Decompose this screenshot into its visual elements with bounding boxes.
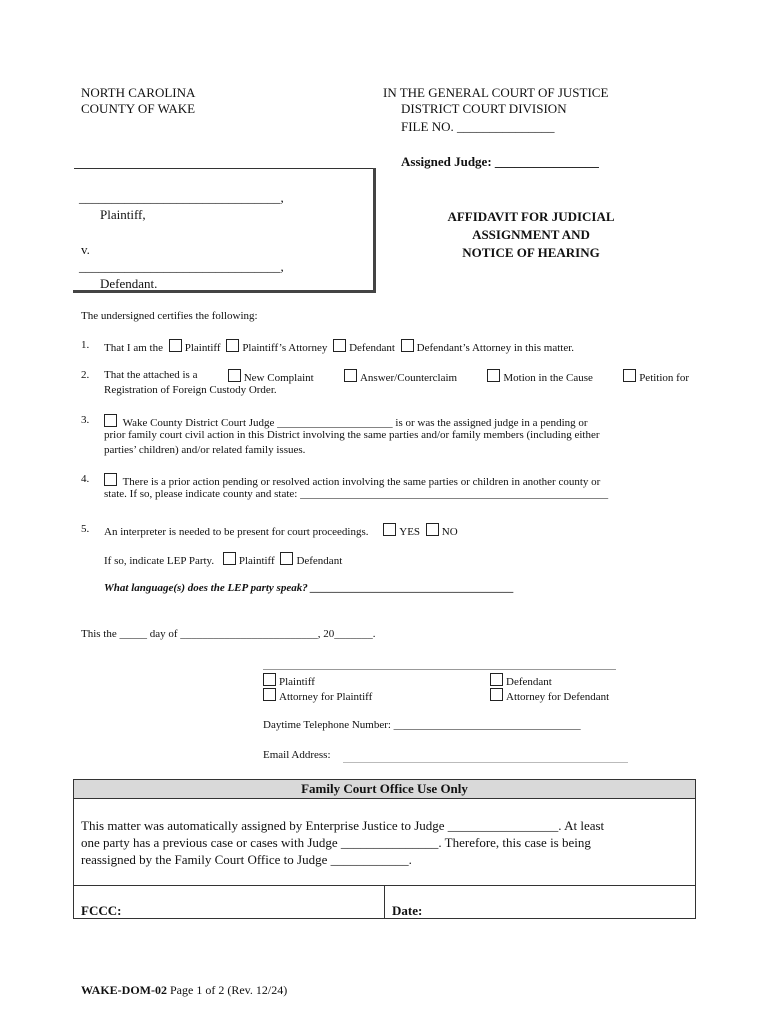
- file-number-field[interactable]: FILE NO. _______________: [401, 119, 555, 134]
- sig-attorney-plaintiff-checkbox[interactable]: [263, 688, 276, 701]
- email-label: Email Address:: [263, 749, 331, 761]
- item-2-line2: Registration of Foreign Custody Order.: [104, 384, 277, 396]
- plaintiff-checkbox[interactable]: [169, 339, 182, 352]
- answer-counterclaim-checkbox[interactable]: [344, 369, 357, 382]
- state-name: NORTH CAROLINA: [81, 85, 196, 100]
- item-2-row: [104, 369, 689, 384]
- defendant-checkbox[interactable]: [333, 339, 346, 352]
- item-1-lead: That I am the: [104, 342, 163, 354]
- item-4-line1: [104, 473, 600, 488]
- item-2-lead: That the attached is a: [104, 369, 198, 381]
- item-3-line2: prior family court civil action in this District involving the same parties and/or family members (including either: [104, 429, 600, 441]
- item-2-number: 2.: [81, 369, 90, 381]
- sig-attorney-defendant-checkbox[interactable]: [490, 688, 503, 701]
- assigned-judge-field[interactable]: Assigned Judge: ________________: [401, 154, 599, 169]
- no-option: NO: [441, 526, 458, 538]
- plaintiff-label: Plaintiff,: [100, 207, 146, 222]
- form-title-line1: AFFIDAVIT FOR JUDICIAL: [447, 209, 615, 224]
- item-4-line1-text: There is a prior action pending or resolved action involving the same parties or children in another county or: [122, 476, 601, 488]
- defendant-option: Defendant: [349, 342, 395, 354]
- sig-defendant-checkbox[interactable]: [490, 673, 503, 686]
- plaintiff-name-field[interactable]: _______________________________,: [79, 190, 284, 205]
- item-1-row: [104, 339, 574, 354]
- lep-party-row: [104, 552, 342, 567]
- defendants-attorney-checkbox[interactable]: [401, 339, 414, 352]
- email-field[interactable]: [343, 762, 628, 763]
- defendants-attorney-option: Defendant’s Attorney in this matter.: [416, 342, 575, 354]
- item-4-number: 4.: [81, 473, 90, 485]
- lep-party-label: If so, indicate LEP Party.: [104, 555, 215, 567]
- interpreter-question: An interpreter is needed to be present for court proceedings.: [104, 526, 369, 538]
- office-column-divider: [384, 885, 385, 918]
- item-3-line1-text: Wake County District Court Judge _____________________ is or was the assigned judge in a pending or: [122, 417, 588, 429]
- defendant-name-field[interactable]: _______________________________,: [79, 259, 284, 274]
- sig-plaintiff-row: [263, 673, 315, 688]
- signature-line[interactable]: [263, 669, 616, 670]
- defendant-label: Defendant.: [100, 276, 158, 291]
- petition-option: Petition for: [639, 372, 689, 384]
- item-5-row: [104, 523, 458, 538]
- county-name: COUNTY OF WAKE: [81, 101, 196, 116]
- court-name: IN THE GENERAL COURT OF JUSTICE: [383, 85, 609, 100]
- item-3-number: 3.: [81, 414, 90, 426]
- lep-plaintiff-checkbox[interactable]: [223, 552, 236, 565]
- item-5-number: 5.: [81, 523, 90, 535]
- intro-text: The undersigned certifies the following:: [81, 310, 258, 322]
- office-use-heading: Family Court Office Use Only: [74, 780, 695, 799]
- county-state-field[interactable]: state. If so, please indicate county and state: ________________________________________________________: [104, 488, 609, 500]
- sig-plaintiff-checkbox[interactable]: [263, 673, 276, 686]
- date-line[interactable]: This the _____ day of _________________________, 20_______.: [81, 628, 376, 640]
- sig-attorney-defendant-row: [490, 688, 609, 703]
- plaintiffs-attorney-option: Plaintiff’s Attorney: [242, 342, 328, 354]
- item-3-line3: parties’ children) and/or related family issues.: [104, 444, 306, 456]
- motion-in-cause-checkbox[interactable]: [487, 369, 500, 382]
- new-complaint-checkbox[interactable]: [228, 369, 241, 382]
- office-line1: This matter was automatically assigned by Enterprise Justice to Judge _________________. At least: [81, 818, 605, 833]
- interpreter-no-checkbox[interactable]: [426, 523, 439, 536]
- fccc-field[interactable]: FCCC:: [81, 903, 122, 918]
- sig-plaintiff-option: Plaintiff: [279, 676, 315, 688]
- yes-option: YES: [399, 526, 421, 538]
- interpreter-yes-checkbox[interactable]: [383, 523, 396, 536]
- item-1-number: 1.: [81, 339, 90, 351]
- assigned-judge-checkbox[interactable]: [104, 414, 117, 427]
- court-division: DISTRICT COURT DIVISION: [401, 101, 567, 116]
- office-line2: one party has a previous case or cases with Judge _______________. Therefore, this case is being: [81, 835, 591, 850]
- office-line3: reassigned by the Family Court Office to Judge ____________.: [81, 852, 412, 867]
- prior-action-checkbox[interactable]: [104, 473, 117, 486]
- lep-plaintiff-option: Plaintiff: [238, 555, 275, 567]
- form-id: WAKE-DOM-02: [81, 983, 167, 997]
- plaintiffs-attorney-checkbox[interactable]: [226, 339, 239, 352]
- plaintiff-option: Plaintiff: [184, 342, 221, 354]
- form-footer: [81, 983, 287, 998]
- new-complaint-option: New Complaint: [243, 372, 314, 384]
- language-field[interactable]: What language(s) does the LEP party speak? _____________________________________: [104, 582, 514, 594]
- sig-defendant-option: Defendant: [506, 676, 552, 688]
- form-title-line2: ASSIGNMENT AND: [472, 227, 590, 242]
- sig-attorney-plaintiff-row: [263, 688, 372, 703]
- answer-counterclaim-option: Answer/Counterclaim: [359, 372, 458, 384]
- lep-defendant-option: Defendant: [296, 555, 343, 567]
- sig-attorney-plaintiff-option: Attorney for Plaintiff: [279, 691, 373, 703]
- item-3-line1: [104, 414, 588, 429]
- office-date-field[interactable]: Date:: [392, 903, 423, 918]
- motion-in-cause-option: Motion in the Cause: [503, 372, 593, 384]
- sig-defendant-row: [490, 673, 552, 688]
- page-info: Page 1 of 2 (Rev. 12/24): [167, 983, 288, 997]
- lep-defendant-checkbox[interactable]: [280, 552, 293, 565]
- sig-attorney-defendant-option: Attorney for Defendant: [506, 691, 610, 703]
- versus-label: v.: [81, 242, 90, 257]
- form-title-line3: NOTICE OF HEARING: [462, 245, 600, 260]
- petition-checkbox[interactable]: [623, 369, 636, 382]
- phone-field[interactable]: Daytime Telephone Number: __________________________________: [263, 719, 581, 731]
